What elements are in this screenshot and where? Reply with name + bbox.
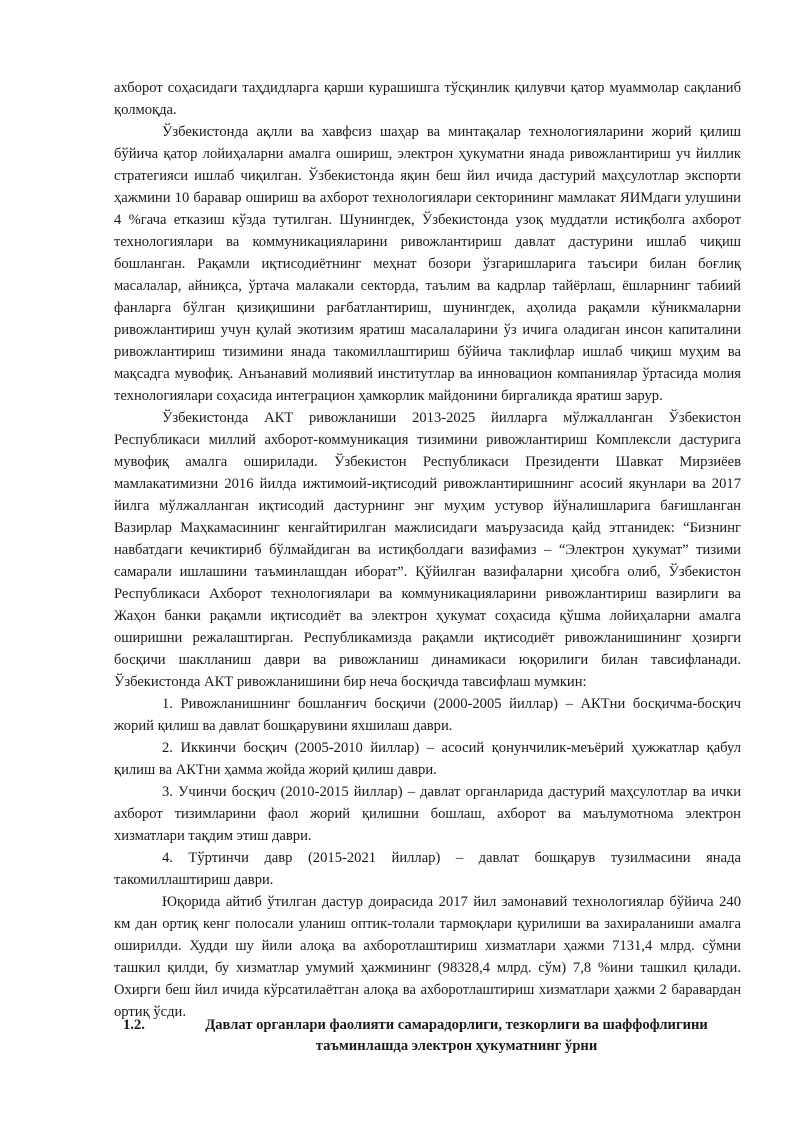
list-item-stage-4: 4. Тўртинчи давр (2015-2021 йиллар) – давлат бошқарув тузилмасини янада такомиллаштириш даври. — [114, 850, 741, 888]
section-title: Давлат органлари фаолияти самарадорлиги, тезкорлиги ва шаффофлигини таъминлашда электрон ҳукуматнинг ўрни — [205, 1017, 708, 1054]
paragraph-smart-city: Ўзбекистонда ақлли ва хавфсиз шаҳар ва минтақалар технологияларини жорий қилиш бўйича қатор лойиҳаларни амалга ошириш, электрон ҳукуматни янада ривожлантириш уч йиллик стратегияси ишлаб чиқилган. Ўзбекистонда яқин беш йил ичида дастурий маҳсулотлар экспорти ҳажмини 10 баравар ошириш ва ахборот технологиялари секторининг мамлакат ЯИМдаги улушини 4 %гача етказиш кўзда тутилган. Шунингдек, Ўзбекистонда узоқ муддатли истиқболга ахборот технологиялари ва коммуникацияларини ривожлантириш давлат дастурини ишлаб чиқиш бошланган. Рақамли иқтисодиётнинг меҳнат бозори ўзгаришларига таъсири билан боғлиқ масалалар, айниқса, ўртача малакали секторда, таълим ва кадрлар тайёрлаш, ёшларнинг табиий фанларга бўлган қизиқишини рағбатлантириш, шунингдек, аҳолида рақамли кўникмаларни ривожлантириш учун қулай экотизим яратиш масалаларини ўз ичига оладиган инсон капиталини ривожлантириш тизимини янада такомиллаштириш бўйича таклифлар ишлаб чиқиш муҳим ва мақсадга мувофиқ. Анъанавий молиявий институтлар ва инновацион компаниялар ўртасида молия технологиялари соҳасида интеграцион ҳамкорлик майдонини биргаликда яратиш зарур. — [114, 124, 741, 404]
document-body — [114, 77, 741, 1023]
section-number: 1.2. — [123, 1017, 145, 1033]
paragraph-ict-development: Ўзбекистонда АКТ ривожланиши 2013-2025 йилларга мўлжалланган Ўзбекистон Республикаси миллий ахборот-коммуникация тизимини ривожлантириш Комплексли дастурига мувофиқ амалга оширилади. Ўзбекистон Республикаси Президенти Шавкат Мирзиёев мамлакатимизни 2016 йилда ижтимоий-иқтисодий ривожлантиришнинг асосий якунлари ва 2017 йилга мўлжалланган иқтисодий дастурнинг энг муҳим устувор йўналишларига бағишланган Вазирлар Маҳкамасининг кенгайтирилган мажлисидаги маърузасида қайд этганидек: “Бизнинг навбатдаги кечиктириб бўлмайдиган ва истиқболдаги вазифамиз – “Электрон ҳукумат” тизими самарали ишлашини таъминлашдан иборат”. Қўйилган вазифаларни ҳисобга олиб, Ўзбекистон Республикаси Ахборот технологиялари ва коммуникацияларини ривожлантириш вазирлиги ва Жаҳон банки рақамли иқтисодиёт ва электрон ҳукумат соҳасида қўшма лойиҳаларни амалга оширишни режалаштирган. Республикамизда рақамли иқтисодиёт ривожланишининг ҳозирги босқичи шаклланиш даври ва ривожланиш динамикаси юқорилиги билан тавсифланади. Ўзбекистонда АКТ ривожланишини бир неча босқичда тавсифлаш мумкин: — [114, 410, 741, 690]
paragraph-2017-results: Юқорида айтиб ўтилган дастур доирасида 2017 йил замонавий технологиялар бўйича 240 км дан ортиқ кенг полосали уланиш оптик-толали тармоқлари қурилиши ва захираланиши амалга оширилди. Худди шу йили алоқа ва ахборотлаштириш хизматлари ҳажми 7131,4 млрд. сўмни ташкил қилди, бу хизматлар умумий ҳажмининг (98328,4 млрд. сўм) 7,8 %ини ташкил қилади. Охирги беш йил ичида кўрсатилаётган алоқа ва ахборотлаштириш хизматлари ҳажми 2 баравардан ортиқ ўсди. — [114, 894, 741, 1020]
list-item-stage-1: 1. Ривожланишнинг бошланғич босқичи (2000-2005 йиллар) – АКТни босқичма-босқич жорий қилиш ва давлат бошқарувини яхшилаш даври. — [114, 696, 741, 734]
list-item-stage-3: 3. Учинчи босқич (2010-2015 йиллар) – давлат органларида дастурий маҳсулотлар ва ички ахборот тизимларини фаол жорий қилишни бошлаш, ахборот ва маълумотнома электрон хизматлари тақдим этиш даври. — [114, 784, 741, 844]
section-heading — [114, 1015, 741, 1057]
paragraph-continuation: ахборот соҳасидаги таҳдидларга қарши курашишга тўсқинлик қилувчи қатор муаммолар сақланиб қолмоқда. — [114, 80, 741, 118]
list-item-stage-2: 2. Иккинчи босқич (2005-2010 йиллар) – асосий қонунчилик-меъёрий ҳужжатлар қабул қилиш ва АКТни ҳамма жойда жорий қилиш даври. — [114, 740, 741, 778]
